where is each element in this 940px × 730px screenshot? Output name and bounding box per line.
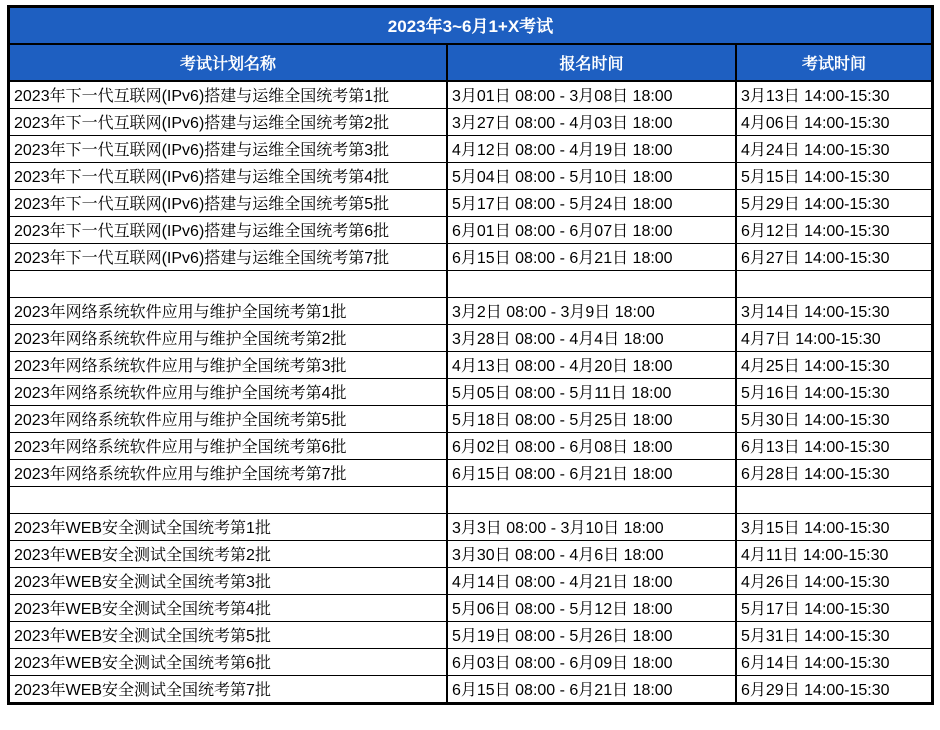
table-row [10, 405, 931, 432]
plan-name-cell: 2023年网络系统软件应用与维护全国统考第7批 [10, 459, 447, 486]
registration-time-cell: 3月28日 08:00 - 4月4日 18:00 [447, 324, 736, 351]
exam-time-cell: 5月29日 14:00-15:30 [736, 189, 931, 216]
plan-name-cell: 2023年WEB安全测试全国统考第2批 [10, 540, 447, 567]
exam-time-cell: 4月24日 14:00-15:30 [736, 135, 931, 162]
plan-name-cell: 2023年WEB安全测试全国统考第1批 [10, 513, 447, 540]
table-row [10, 270, 931, 297]
registration-time-cell: 5月18日 08:00 - 5月25日 18:00 [447, 405, 736, 432]
exam-time-cell: 5月31日 14:00-15:30 [736, 621, 931, 648]
table-row [10, 216, 931, 243]
plan-name-cell: 2023年下一代互联网(IPv6)搭建与运维全国统考第1批 [10, 81, 447, 108]
registration-time-cell: 6月15日 08:00 - 6月21日 18:00 [447, 243, 736, 270]
exam-time-cell: 5月17日 14:00-15:30 [736, 594, 931, 621]
exam-time-cell: 4月7日 14:00-15:30 [736, 324, 931, 351]
exam-time-cell: 6月29日 14:00-15:30 [736, 675, 931, 702]
table-row [10, 567, 931, 594]
exam-time-cell: 5月30日 14:00-15:30 [736, 405, 931, 432]
table-row [10, 243, 931, 270]
exam-schedule-table [10, 45, 931, 702]
table-row [10, 675, 931, 702]
plan-name-cell: 2023年网络系统软件应用与维护全国统考第5批 [10, 405, 447, 432]
table-row [10, 432, 931, 459]
registration-time-cell: 6月01日 08:00 - 6月07日 18:00 [447, 216, 736, 243]
plan-name-cell: 2023年网络系统软件应用与维护全国统考第2批 [10, 324, 447, 351]
table-row [10, 162, 931, 189]
plan-name-cell: 2023年网络系统软件应用与维护全国统考第3批 [10, 351, 447, 378]
plan-name-cell [10, 486, 447, 513]
plan-name-cell [10, 270, 447, 297]
exam-time-cell: 6月27日 14:00-15:30 [736, 243, 931, 270]
exam-time-cell: 4月11日 14:00-15:30 [736, 540, 931, 567]
registration-time-cell: 6月03日 08:00 - 6月09日 18:00 [447, 648, 736, 675]
plan-name-cell: 2023年WEB安全测试全国统考第4批 [10, 594, 447, 621]
registration-time-cell: 3月27日 08:00 - 4月03日 18:00 [447, 108, 736, 135]
registration-time-cell: 5月04日 08:00 - 5月10日 18:00 [447, 162, 736, 189]
registration-time-cell [447, 270, 736, 297]
table-row [10, 513, 931, 540]
header-row [10, 45, 931, 81]
plan-name-cell: 2023年WEB安全测试全国统考第7批 [14, 682, 271, 700]
exam-time-cell: 5月15日 14:00-15:30 [736, 162, 931, 189]
plan-name-cell: 2023年WEB安全测试全国统考第3批 [10, 567, 447, 594]
table-title: 2023年3~6月1+X考试 [10, 8, 931, 45]
table-body [10, 81, 931, 702]
table-row [10, 486, 931, 513]
exam-time-cell: 4月26日 14:00-15:30 [736, 567, 931, 594]
table-row [10, 135, 931, 162]
plan-name-cell: 2023年网络系统软件应用与维护全国统考第4批 [10, 378, 447, 405]
table-row [10, 378, 931, 405]
table-row [10, 324, 931, 351]
table-row [10, 459, 931, 486]
table-row [10, 81, 931, 108]
col-header-registration-time: 报名时间 [447, 45, 736, 81]
exam-schedule-sheet [7, 5, 934, 705]
table-row [10, 189, 931, 216]
plan-name-cell: 2023年下一代互联网(IPv6)搭建与运维全国统考第3批 [10, 135, 447, 162]
plan-name-cell: 2023年下一代互联网(IPv6)搭建与运维全国统考第6批 [10, 216, 447, 243]
plan-name-cell: 2023年WEB安全测试全国统考第5批 [10, 621, 447, 648]
plan-name-cell: 2023年下一代互联网(IPv6)搭建与运维全国统考第7批 [10, 243, 447, 270]
registration-time-cell: 4月12日 08:00 - 4月19日 18:00 [447, 135, 736, 162]
plan-name-cell: 2023年下一代互联网(IPv6)搭建与运维全国统考第2批 [10, 108, 447, 135]
col-header-exam-time: 考试时间 [736, 45, 931, 81]
registration-time-cell: 5月17日 08:00 - 5月24日 18:00 [447, 189, 736, 216]
exam-time-cell: 6月14日 14:00-15:30 [736, 648, 931, 675]
table-row [10, 540, 931, 567]
registration-time-cell: 3月2日 08:00 - 3月9日 18:00 [447, 297, 736, 324]
registration-time-cell: 6月15日 08:00 - 6月21日 18:00 [447, 459, 736, 486]
exam-time-cell: 3月13日 14:00-15:30 [736, 81, 931, 108]
exam-time-cell [736, 486, 931, 513]
exam-time-cell: 4月25日 14:00-15:30 [736, 351, 931, 378]
exam-time-cell: 6月28日 14:00-15:30 [736, 459, 931, 486]
plan-name-cell: 2023年网络系统软件应用与维护全国统考第1批 [10, 297, 447, 324]
registration-time-cell: 5月06日 08:00 - 5月12日 18:00 [447, 594, 736, 621]
plan-name-cell: 2023年下一代互联网(IPv6)搭建与运维全国统考第5批 [10, 189, 447, 216]
registration-time-cell [447, 486, 736, 513]
table-row [10, 621, 931, 648]
registration-time-cell: 4月14日 08:00 - 4月21日 18:00 [447, 567, 736, 594]
col-header-plan-name: 考试计划名称 [10, 45, 447, 81]
exam-time-cell: 3月15日 14:00-15:30 [736, 513, 931, 540]
table-row [10, 648, 931, 675]
exam-time-cell: 3月14日 14:00-15:30 [736, 297, 931, 324]
plan-name-cell: 2023年下一代互联网(IPv6)搭建与运维全国统考第4批 [10, 162, 447, 189]
table-row [10, 594, 931, 621]
registration-time-cell: 3月01日 08:00 - 3月08日 18:00 [447, 81, 736, 108]
registration-time-cell: 6月15日 08:00 - 6月21日 18:00 [447, 675, 736, 702]
registration-time-cell: 5月05日 08:00 - 5月11日 18:00 [447, 378, 736, 405]
exam-time-cell: 4月06日 14:00-15:30 [736, 108, 931, 135]
plan-name-cell: 2023年WEB安全测试全国统考第6批 [10, 648, 447, 675]
exam-time-cell: 6月12日 14:00-15:30 [736, 216, 931, 243]
registration-time-cell: 3月3日 08:00 - 3月10日 18:00 [447, 513, 736, 540]
exam-time-cell: 5月16日 14:00-15:30 [736, 378, 931, 405]
registration-time-cell: 5月19日 08:00 - 5月26日 18:00 [447, 621, 736, 648]
plan-name-cell: 2023年网络系统软件应用与维护全国统考第6批 [10, 432, 447, 459]
registration-time-cell: 6月02日 08:00 - 6月08日 18:00 [447, 432, 736, 459]
registration-time-cell: 4月13日 08:00 - 4月20日 18:00 [447, 351, 736, 378]
table-row [10, 351, 931, 378]
exam-time-cell [736, 270, 931, 297]
table-row [10, 297, 931, 324]
registration-time-cell: 3月30日 08:00 - 4月6日 18:00 [447, 540, 736, 567]
table-row [10, 108, 931, 135]
exam-time-cell: 6月13日 14:00-15:30 [736, 432, 931, 459]
